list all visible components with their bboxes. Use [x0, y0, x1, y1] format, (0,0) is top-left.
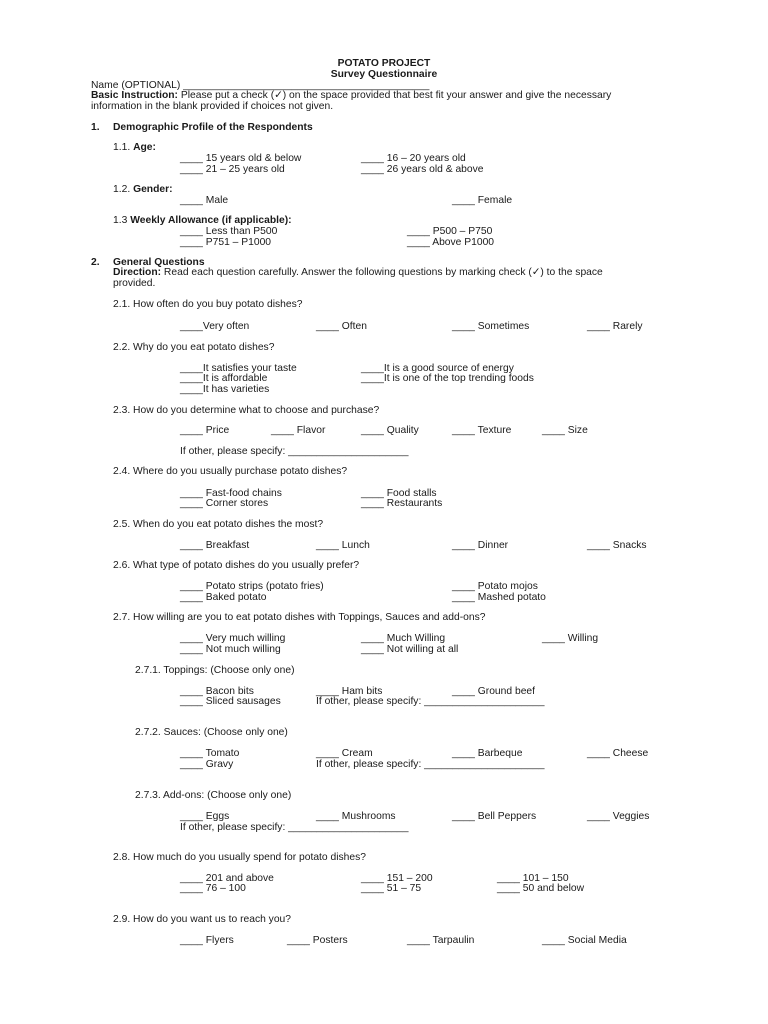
option[interactable]: ____ Ground beef: [452, 686, 536, 697]
option[interactable]: ____ Not willing at all: [361, 644, 459, 655]
age-option[interactable]: ____ 16 – 20 years old: [361, 153, 466, 164]
section2-title: General Questions: [113, 257, 205, 268]
gender-option-male[interactable]: ____ Male: [180, 195, 229, 206]
option[interactable]: ____ Potato mojos: [452, 581, 538, 592]
allowance-label: Weekly Allowance (if applicable):: [130, 215, 292, 226]
allowance-prefix: 1.3: [113, 215, 128, 226]
option[interactable]: ____ Baked potato: [180, 592, 267, 603]
other-specify-field[interactable]: If other, please specify: _____________________: [316, 696, 545, 707]
option[interactable]: ____ Social Media: [542, 935, 627, 946]
direction-text: Read each question carefully. Answer the following questions by marking check (✓) to the space: [161, 267, 603, 278]
name-field[interactable]: Name (OPTIONAL) ___________________________________________: [91, 80, 430, 91]
option[interactable]: ____ Posters: [287, 935, 348, 946]
option[interactable]: ____ Snacks: [587, 540, 647, 551]
option[interactable]: ____ Lunch: [316, 540, 370, 551]
option[interactable]: ____ Sometimes: [452, 321, 530, 332]
option[interactable]: ____ Ham bits: [316, 686, 383, 697]
direction: [113, 267, 603, 278]
option[interactable]: ____ Often: [316, 321, 367, 332]
age-option[interactable]: ____ 15 years old & below: [180, 153, 302, 164]
other-specify-field[interactable]: If other, please specify: _____________________: [180, 446, 409, 457]
option[interactable]: ____ 76 – 100: [180, 883, 246, 894]
option[interactable]: ____ Willing: [542, 633, 599, 644]
gender-heading: [113, 184, 173, 195]
other-specify-field[interactable]: If other, please specify: _____________________: [316, 759, 545, 770]
age-option[interactable]: ____ 21 – 25 years old: [180, 164, 285, 175]
question-2-5: 2.5. When do you eat potato dishes the most?: [113, 519, 324, 530]
allowance-heading: [113, 215, 292, 226]
option[interactable]: ____ Tomato: [180, 748, 240, 759]
gender-option-female[interactable]: ____ Female: [452, 195, 513, 206]
option[interactable]: ____ Cream: [316, 748, 373, 759]
option[interactable]: ____ Sliced sausages: [180, 696, 281, 707]
option[interactable]: ____It is affordable: [180, 373, 268, 384]
option[interactable]: ____It is one of the top trending foods: [361, 373, 534, 384]
option[interactable]: ____ Potato strips (potato fries): [180, 581, 324, 592]
allowance-option[interactable]: ____ Above P1000: [407, 237, 495, 248]
document-subtitle: Survey Questionnaire: [330, 69, 438, 80]
option[interactable]: ____ Rarely: [587, 321, 643, 332]
question-2-3: 2.3. How do you determine what to choose and purchase?: [113, 405, 380, 416]
option[interactable]: ____ 201 and above: [180, 873, 274, 884]
age-option[interactable]: ____ 26 years old & above: [361, 164, 484, 175]
option[interactable]: ____ Flavor: [271, 425, 326, 436]
question-2-9: 2.9. How do you want us to reach you?: [113, 914, 292, 925]
option[interactable]: ____ Much Willing: [361, 633, 446, 644]
age-prefix: 1.1.: [113, 142, 131, 153]
question-2-2: 2.2. Why do you eat potato dishes?: [113, 342, 275, 353]
option[interactable]: ____Very often: [180, 321, 250, 332]
question-2-8: 2.8. How much do you usually spend for potato dishes?: [113, 852, 366, 863]
question-2-6: 2.6. What type of potato dishes do you usually prefer?: [113, 560, 360, 571]
option[interactable]: ____ 50 and below: [497, 883, 585, 894]
allowance-option[interactable]: ____ P751 – P1000: [180, 237, 272, 248]
option[interactable]: ____ Mashed potato: [452, 592, 546, 603]
allowance-option[interactable]: ____ P500 – P750: [407, 226, 493, 237]
option[interactable]: ____ Not much willing: [180, 644, 281, 655]
question-2-1: 2.1. How often do you buy potato dishes?: [113, 299, 303, 310]
other-specify-field[interactable]: If other, please specify: _____________________: [180, 822, 409, 833]
option[interactable]: ____ Fast-food chains: [180, 488, 282, 499]
direction-cont: provided.: [113, 278, 156, 289]
option[interactable]: ____ Food stalls: [361, 488, 437, 499]
option[interactable]: ____ Breakfast: [180, 540, 250, 551]
option[interactable]: ____ Flyers: [180, 935, 234, 946]
option[interactable]: ____ Gravy: [180, 759, 234, 770]
option[interactable]: ____ 151 – 200: [361, 873, 433, 884]
option[interactable]: ____ Veggies: [587, 811, 650, 822]
basic-instruction: [91, 90, 611, 101]
option[interactable]: ____ Texture: [452, 425, 512, 436]
question-2-7-1: 2.7.1. Toppings: (Choose only one): [135, 665, 295, 676]
option[interactable]: ____ Bacon bits: [180, 686, 254, 697]
question-2-4: 2.4. Where do you usually purchase potato dishes?: [113, 466, 348, 477]
option[interactable]: ____ Quality: [361, 425, 419, 436]
option[interactable]: ____ Bell Peppers: [452, 811, 537, 822]
option[interactable]: ____ 101 – 150: [497, 873, 569, 884]
option[interactable]: ____ Restaurants: [361, 498, 443, 509]
question-2-7-3: 2.7.3. Add-ons: (Choose only one): [135, 790, 292, 801]
question-2-7: 2.7. How willing are you to eat potato dishes with Toppings, Sauces and add-ons?: [113, 612, 486, 623]
basic-instruction-cont: information in the blank provided if choices not given.: [91, 101, 334, 112]
gender-prefix: 1.2.: [113, 184, 131, 195]
option[interactable]: ____ Dinner: [452, 540, 509, 551]
option[interactable]: ____ Corner stores: [180, 498, 269, 509]
allowance-option[interactable]: ____ Less than P500: [180, 226, 278, 237]
option[interactable]: ____It satisfies your taste: [180, 363, 297, 374]
option[interactable]: ____ Cheese: [587, 748, 649, 759]
basic-instruction-label: Basic Instruction:: [91, 90, 178, 101]
option[interactable]: ____ Mushrooms: [316, 811, 396, 822]
option[interactable]: ____ Size: [542, 425, 588, 436]
option[interactable]: ____It has varieties: [180, 384, 270, 395]
section1-title: Demographic Profile of the Respondents: [113, 122, 313, 133]
age-label: Age:: [133, 142, 156, 153]
option[interactable]: ____ Price: [180, 425, 230, 436]
option[interactable]: ____ Eggs: [180, 811, 230, 822]
document-title: POTATO PROJECT: [337, 58, 431, 69]
basic-instruction-text: Please put a check (✓) on the space provided that best fit your answer and give the necessary: [177, 90, 612, 101]
section1-number: 1.: [91, 122, 100, 133]
question-2-7-2: 2.7.2. Sauces: (Choose only one): [135, 727, 288, 738]
option[interactable]: ____ Barbeque: [452, 748, 523, 759]
section2-number: 2.: [91, 257, 100, 268]
option[interactable]: ____ Very much willing: [180, 633, 286, 644]
direction-label: Direction:: [113, 267, 162, 278]
gender-label: Gender:: [133, 184, 173, 195]
option[interactable]: ____ Tarpaulin: [407, 935, 475, 946]
option[interactable]: ____It is a good source of energy: [361, 363, 514, 374]
age-heading: [113, 142, 156, 153]
option[interactable]: ____ 51 – 75: [361, 883, 422, 894]
